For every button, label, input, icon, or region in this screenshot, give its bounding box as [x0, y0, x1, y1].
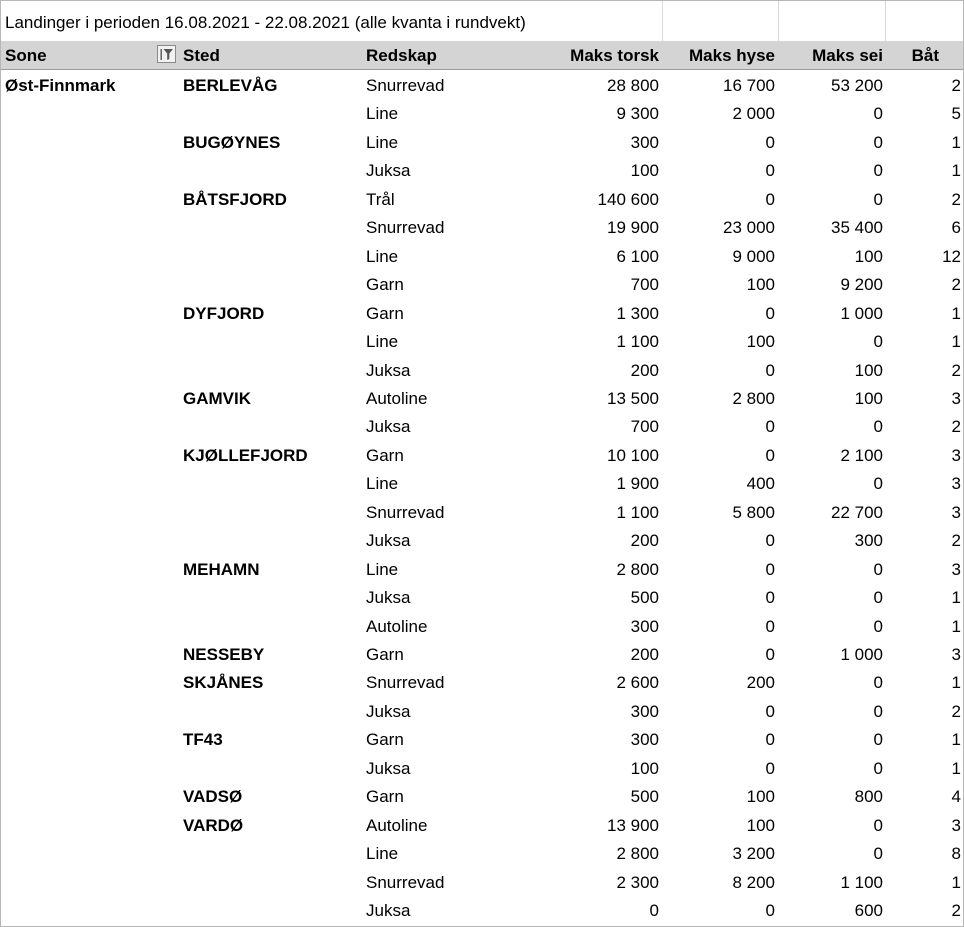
table-row [1, 384, 963, 412]
header-sone[interactable]: Sone [5, 46, 47, 65]
redskap-cell[interactable]: Garn [366, 787, 404, 807]
maks-torsk-cell[interactable]: 2 800 [616, 559, 659, 579]
baat-cell[interactable]: 2 [951, 275, 961, 295]
table-row [1, 242, 963, 270]
maks-hyse-cell[interactable]: 0 [765, 445, 775, 465]
table-row [1, 583, 963, 611]
maks-hyse-cell[interactable]: 23 000 [723, 218, 775, 238]
sted-cell[interactable]: DYFJORD [183, 303, 265, 323]
gridline [662, 1, 663, 41]
maks-torsk-cell[interactable]: 700 [630, 417, 659, 437]
maks-hyse-cell[interactable]: 0 [765, 701, 775, 721]
baat-cell[interactable]: 2 [951, 189, 961, 209]
maks-torsk-cell[interactable]: 300 [630, 616, 659, 636]
baat-cell[interactable]: 2 [951, 360, 961, 380]
redskap-cell[interactable]: Autoline [366, 388, 428, 408]
maks-sei-cell[interactable]: 0 [873, 616, 883, 636]
maks-hyse-cell[interactable]: 2 000 [732, 104, 775, 124]
maks-torsk-cell[interactable]: 100 [630, 758, 659, 778]
baat-cell[interactable]: 3 [951, 502, 961, 522]
maks-torsk-cell[interactable]: 10 100 [607, 445, 659, 465]
maks-hyse-cell[interactable]: 5 800 [732, 502, 775, 522]
header-redskap[interactable]: Redskap [366, 46, 437, 65]
baat-cell[interactable]: 2 [951, 701, 961, 721]
maks-sei-cell[interactable]: 0 [873, 730, 883, 750]
maks-sei-cell[interactable]: 100 [854, 246, 883, 266]
baat-cell[interactable]: 3 [951, 815, 961, 835]
redskap-cell[interactable]: Juksa [366, 701, 411, 721]
header-maks-torsk[interactable]: Maks torsk [570, 46, 659, 65]
maks-sei-cell[interactable]: 0 [873, 844, 883, 864]
redskap-cell[interactable]: Garn [366, 303, 404, 323]
baat-cell[interactable]: 5 [951, 104, 961, 124]
maks-sei-cell[interactable]: 0 [873, 559, 883, 579]
table-row [1, 839, 963, 867]
maks-sei-cell[interactable]: 0 [873, 332, 883, 352]
redskap-cell[interactable]: Line [366, 104, 399, 124]
table-row [1, 441, 963, 469]
baat-cell[interactable]: 3 [951, 645, 961, 664]
redskap-cell[interactable]: Garn [366, 730, 404, 750]
sone-filter-button[interactable] [157, 45, 176, 63]
baat-cell[interactable]: 2 [951, 901, 961, 921]
maks-sei-cell[interactable]: 100 [854, 388, 883, 408]
redskap-cell[interactable]: Juksa [366, 161, 411, 181]
maks-sei-cell[interactable]: 53 200 [831, 76, 883, 95]
table-row [1, 555, 963, 583]
baat-cell[interactable]: 1 [951, 616, 961, 636]
table-row [1, 185, 963, 213]
maks-torsk-cell[interactable]: 140 600 [597, 189, 659, 209]
maks-hyse-cell[interactable]: 100 [746, 815, 775, 835]
maks-sei-cell[interactable]: 35 400 [831, 218, 883, 238]
maks-sei-cell[interactable]: 9 200 [840, 275, 883, 295]
table-row [1, 99, 963, 127]
maks-torsk-cell[interactable]: 200 [630, 360, 659, 380]
maks-sei-cell[interactable]: 800 [854, 787, 883, 807]
column-header-row [1, 41, 963, 70]
maks-hyse-cell[interactable]: 0 [765, 531, 775, 551]
redskap-cell[interactable]: Garn [366, 275, 404, 295]
table-row [1, 299, 963, 327]
maks-torsk-cell[interactable]: 200 [630, 645, 659, 664]
baat-cell[interactable]: 6 [951, 218, 961, 238]
maks-hyse-cell[interactable]: 0 [765, 189, 775, 209]
redskap-cell[interactable]: Line [366, 332, 399, 352]
redskap-cell[interactable]: Line [366, 474, 399, 494]
maks-hyse-cell[interactable]: 0 [765, 645, 775, 664]
redskap-cell[interactable]: Juksa [366, 758, 411, 778]
maks-hyse-cell[interactable]: 0 [765, 132, 775, 152]
maks-torsk-cell[interactable]: 0 [649, 901, 659, 921]
table-row [1, 498, 963, 526]
maks-sei-cell[interactable]: 0 [873, 673, 883, 693]
maks-hyse-cell[interactable]: 0 [765, 559, 775, 579]
maks-hyse-cell[interactable]: 2 800 [732, 388, 775, 408]
sted-cell[interactable]: BERLEVÅG [183, 76, 278, 95]
table-row [1, 327, 963, 355]
redskap-cell[interactable]: Autoline [366, 815, 428, 835]
maks-hyse-cell[interactable]: 0 [765, 730, 775, 750]
maks-sei-cell[interactable]: 0 [873, 132, 883, 152]
sted-cell[interactable]: BÅTSFJORD [183, 189, 287, 209]
maks-hyse-cell[interactable]: 200 [746, 673, 775, 693]
redskap-cell[interactable]: Snurrevad [366, 872, 445, 892]
maks-sei-cell[interactable]: 0 [873, 588, 883, 608]
sted-cell[interactable]: BUGØYNES [183, 132, 281, 152]
baat-cell[interactable]: 3 [951, 559, 961, 579]
baat-cell[interactable]: 1 [951, 303, 961, 323]
filter-funnel-icon [160, 48, 174, 61]
baat-cell[interactable]: 1 [951, 673, 961, 693]
maks-sei-cell[interactable]: 22 700 [831, 502, 883, 522]
header-baat[interactable]: Båt [911, 46, 939, 65]
gridline [885, 1, 886, 41]
maks-sei-cell[interactable]: 600 [854, 901, 883, 921]
maks-torsk-cell[interactable]: 300 [630, 701, 659, 721]
baat-cell[interactable]: 4 [951, 787, 961, 807]
table-title: Landinger i perioden 16.08.2021 - 22.08.2021 (alle kvanta i rundvekt) [5, 13, 526, 32]
baat-cell[interactable]: 2 [951, 76, 961, 95]
maks-torsk-cell[interactable]: 500 [630, 787, 659, 807]
table-row [1, 754, 963, 782]
maks-sei-cell[interactable]: 0 [873, 474, 883, 494]
sted-cell[interactable]: VADSØ [183, 787, 243, 807]
redskap-cell[interactable]: Line [366, 132, 399, 152]
maks-sei-cell[interactable]: 0 [873, 701, 883, 721]
table-row [1, 896, 963, 924]
maks-sei-cell[interactable]: 100 [854, 360, 883, 380]
maks-sei-cell[interactable]: 0 [873, 417, 883, 437]
maks-sei-cell[interactable]: 1 100 [840, 872, 883, 892]
maks-torsk-cell[interactable]: 100 [630, 161, 659, 181]
gridline [778, 1, 779, 41]
maks-hyse-cell[interactable]: 100 [746, 787, 775, 807]
maks-sei-cell[interactable]: 300 [854, 531, 883, 551]
redskap-cell[interactable]: Snurrevad [366, 218, 445, 238]
maks-sei-cell[interactable]: 0 [873, 758, 883, 778]
redskap-cell[interactable]: Snurrevad [366, 502, 445, 522]
redskap-cell[interactable]: Line [366, 559, 399, 579]
baat-cell[interactable]: 1 [951, 161, 961, 181]
maks-torsk-cell[interactable]: 13 900 [607, 815, 659, 835]
table-row [1, 213, 963, 241]
maks-torsk-cell[interactable]: 13 500 [607, 388, 659, 408]
maks-torsk-cell[interactable]: 1 900 [616, 474, 659, 494]
header-maks-hyse[interactable]: Maks hyse [689, 46, 775, 65]
maks-hyse-cell[interactable]: 0 [765, 161, 775, 181]
maks-hyse-cell[interactable]: 400 [746, 474, 775, 494]
sted-cell[interactable]: MEHAMN [183, 559, 260, 579]
table-row [1, 697, 963, 725]
redskap-cell[interactable]: Juksa [366, 901, 411, 921]
sted-cell[interactable]: KJØLLEFJORD [183, 445, 308, 465]
table-row [1, 412, 963, 440]
table-row [1, 356, 963, 384]
baat-cell[interactable]: 1 [951, 132, 961, 152]
sone-cell[interactable]: Øst-Finnmark [5, 76, 116, 95]
baat-cell[interactable]: 3 [951, 474, 961, 494]
table-row [1, 868, 963, 896]
table-row [1, 156, 963, 184]
redskap-cell[interactable]: Garn [366, 645, 404, 664]
baat-cell[interactable]: 1 [951, 332, 961, 352]
baat-cell[interactable]: 3 [951, 445, 961, 465]
header-maks-sei[interactable]: Maks sei [812, 46, 883, 65]
maks-hyse-cell[interactable]: 0 [765, 303, 775, 323]
maks-hyse-cell[interactable]: 100 [746, 275, 775, 295]
maks-torsk-cell[interactable]: 2 600 [616, 673, 659, 693]
maks-torsk-cell[interactable]: 9 300 [616, 104, 659, 124]
redskap-cell[interactable]: Garn [366, 445, 404, 465]
header-sted[interactable]: Sted [183, 46, 220, 65]
table-row [1, 612, 963, 640]
maks-hyse-cell[interactable]: 3 200 [732, 844, 775, 864]
table-row [1, 640, 963, 668]
title-row [1, 1, 963, 42]
table-row [1, 469, 963, 497]
table-row [1, 526, 963, 554]
maks-torsk-cell[interactable]: 2 300 [616, 872, 659, 892]
redskap-cell[interactable]: Trål [366, 189, 395, 209]
redskap-cell[interactable]: Juksa [366, 588, 411, 608]
maks-hyse-cell[interactable]: 9 000 [732, 246, 775, 266]
maks-sei-cell[interactable]: 0 [873, 104, 883, 124]
maks-sei-cell[interactable]: 2 100 [840, 445, 883, 465]
baat-cell[interactable]: 3 [951, 388, 961, 408]
sted-cell[interactable]: SKJÅNES [183, 673, 264, 693]
maks-sei-cell[interactable]: 1 000 [840, 303, 883, 323]
table-row [1, 668, 963, 696]
baat-cell[interactable]: 1 [951, 872, 961, 892]
maks-torsk-cell[interactable]: 1 300 [616, 303, 659, 323]
maks-torsk-cell[interactable]: 1 100 [616, 502, 659, 522]
maks-sei-cell[interactable]: 0 [873, 189, 883, 209]
maks-sei-cell[interactable]: 0 [873, 161, 883, 181]
maks-hyse-cell[interactable]: 16 700 [723, 76, 775, 95]
maks-torsk-cell[interactable]: 28 800 [607, 76, 659, 95]
baat-cell[interactable]: 2 [951, 417, 961, 437]
maks-hyse-cell[interactable]: 0 [765, 360, 775, 380]
table-row [1, 782, 963, 810]
maks-torsk-cell[interactable]: 2 800 [616, 844, 659, 864]
maks-hyse-cell[interactable]: 8 200 [732, 872, 775, 892]
table-row [1, 725, 963, 753]
maks-hyse-cell[interactable]: 100 [746, 332, 775, 352]
maks-torsk-cell[interactable]: 700 [630, 275, 659, 295]
maks-hyse-cell[interactable]: 0 [765, 758, 775, 778]
baat-cell[interactable]: 12 [942, 246, 961, 266]
baat-cell[interactable]: 1 [951, 588, 961, 608]
maks-torsk-cell[interactable]: 200 [630, 531, 659, 551]
maks-sei-cell[interactable]: 1 000 [840, 645, 883, 664]
maks-torsk-cell[interactable]: 6 100 [616, 246, 659, 266]
maks-torsk-cell[interactable]: 500 [630, 588, 659, 608]
maks-hyse-cell[interactable]: 0 [765, 901, 775, 921]
sted-cell[interactable]: NESSEBY [183, 645, 265, 664]
baat-cell[interactable]: 1 [951, 730, 961, 750]
redskap-cell[interactable]: Line [366, 844, 399, 864]
table-row [1, 71, 963, 99]
redskap-cell[interactable]: Line [366, 246, 399, 266]
baat-cell[interactable]: 8 [951, 844, 961, 864]
sted-cell[interactable]: GAMVIK [183, 388, 251, 408]
maks-hyse-cell[interactable]: 0 [765, 417, 775, 437]
baat-cell[interactable]: 2 [951, 531, 961, 551]
maks-torsk-cell[interactable]: 19 900 [607, 218, 659, 238]
redskap-cell[interactable]: Snurrevad [366, 673, 445, 693]
redskap-cell[interactable]: Juksa [366, 417, 411, 437]
maks-hyse-cell[interactable]: 0 [765, 616, 775, 636]
maks-sei-cell[interactable]: 0 [873, 815, 883, 835]
sted-cell[interactable]: VARDØ [183, 815, 244, 835]
maks-torsk-cell[interactable]: 300 [630, 730, 659, 750]
table-row [1, 128, 963, 156]
maks-hyse-cell[interactable]: 0 [765, 588, 775, 608]
redskap-cell[interactable]: Autoline [366, 616, 428, 636]
maks-torsk-cell[interactable]: 300 [630, 132, 659, 152]
redskap-cell[interactable]: Juksa [366, 531, 411, 551]
sted-cell[interactable]: TF43 [183, 730, 223, 750]
redskap-cell[interactable]: Snurrevad [366, 76, 445, 95]
redskap-cell[interactable]: Juksa [366, 360, 411, 380]
baat-cell[interactable]: 1 [951, 758, 961, 778]
maks-torsk-cell[interactable]: 1 100 [616, 332, 659, 352]
table-row [1, 811, 963, 839]
table-row [1, 270, 963, 298]
